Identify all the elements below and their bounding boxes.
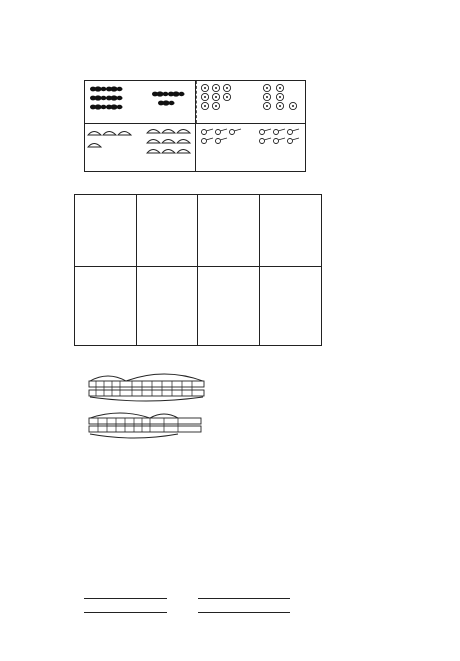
- section1-grid: [84, 80, 306, 172]
- q3-number-line: [90, 444, 316, 470]
- keys-picture: [196, 124, 306, 162]
- q4-number-line: [90, 490, 316, 516]
- answer-line-2[interactable]: [198, 598, 290, 599]
- answer-line-4[interactable]: [198, 612, 290, 613]
- section2-grid: [74, 194, 322, 346]
- ants-picture: [85, 81, 195, 123]
- buns-picture: [85, 124, 195, 162]
- q2-diagram: [86, 404, 216, 444]
- answer-line-1[interactable]: [84, 598, 167, 599]
- circles-picture: [196, 81, 306, 123]
- answer-line-3[interactable]: [84, 612, 167, 613]
